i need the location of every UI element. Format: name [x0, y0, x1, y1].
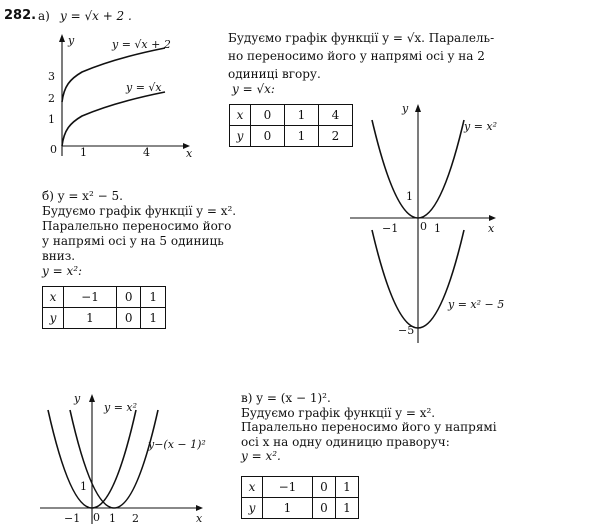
text-line: Паралельно переносимо його у напрямі — [241, 420, 497, 434]
x-axis-label: x — [196, 512, 203, 525]
text-line: но переносимо його у напрямі осі y на 2 — [228, 49, 485, 63]
curve-label-bottom: y = x² − 5 — [448, 298, 505, 311]
table-cell: y — [43, 308, 64, 329]
table-cell: 0 — [251, 105, 285, 126]
text-line: Паралельно переносимо його — [42, 219, 232, 233]
table-cell: 1 — [285, 105, 319, 126]
origin-label: 0 — [50, 143, 57, 156]
table-cell: 0 — [251, 126, 285, 147]
part-a-formula: y = √x + 2 . — [60, 9, 132, 23]
table-b-caption: y = x²: — [42, 264, 83, 278]
problem-number: 282. — [4, 8, 37, 23]
values-table-c — [241, 476, 359, 519]
table-cell: 0 — [117, 287, 141, 308]
tick-y-1: 1 — [48, 113, 55, 126]
part-a-marker: а) — [38, 9, 50, 23]
table-cell: y — [230, 126, 251, 147]
curve-label-bottom: y = √x — [126, 81, 162, 94]
table-row — [43, 308, 166, 329]
table-cell: 2 — [319, 126, 353, 147]
table-row — [242, 498, 359, 519]
x-axis-label: x — [186, 147, 193, 160]
table-cell: 1 — [64, 308, 117, 329]
table-cell: 0 — [312, 498, 335, 519]
tick-y-1: 1 — [80, 480, 87, 493]
part-c-heading: в) y = (x − 1)². — [241, 391, 331, 405]
curve-sqrt — [62, 92, 165, 146]
text-line: Будуємо графік функції y = x². — [241, 405, 436, 420]
table-cell: 0 — [117, 308, 141, 329]
tick-x-1: 1 — [109, 512, 116, 525]
part-a-description — [228, 29, 494, 83]
graph-b — [348, 98, 548, 348]
text-line: одиниці вгору. — [228, 67, 321, 81]
table-row — [230, 105, 353, 126]
curve-label-top: y = x² — [104, 401, 138, 414]
x-axis-arrow — [196, 505, 203, 511]
table-a-caption: y = √x: — [232, 82, 275, 96]
table-cell: 1 — [285, 126, 319, 147]
table-cell: x — [242, 477, 263, 498]
y-axis-arrow — [415, 104, 421, 112]
tick-x-2: 2 — [132, 512, 139, 525]
table-cell: 1 — [335, 477, 358, 498]
curve-label-top: y = √x + 2 — [112, 38, 171, 51]
graph-c — [20, 388, 230, 528]
tick-x-minus-1: −1 — [64, 512, 81, 525]
tick-y-1: 1 — [406, 190, 413, 203]
table-cell: y — [242, 498, 263, 519]
origin-label: 0 — [420, 220, 427, 233]
values-table-a — [229, 104, 353, 147]
tick-y-minus-5: −5 — [398, 324, 415, 337]
y-axis-label: y — [402, 102, 409, 115]
part-b-description — [42, 189, 236, 279]
part-b-heading: б) y = x² − 5. — [42, 189, 123, 203]
x-axis-label: x — [488, 222, 495, 235]
text-line: осі x на одну одиницю праворуч: — [241, 434, 450, 449]
values-table-b — [42, 286, 166, 329]
y-axis-arrow — [89, 394, 95, 402]
tick-y-3: 3 — [48, 70, 55, 83]
curve-label-top: y = x² — [464, 120, 498, 133]
graph-a — [40, 28, 220, 168]
table-cell: x — [43, 287, 64, 308]
table-row — [43, 287, 166, 308]
y-axis-label: y — [68, 34, 75, 47]
table-row — [242, 477, 359, 498]
table-cell: −1 — [263, 477, 313, 498]
table-cell: 4 — [319, 105, 353, 126]
curve-label-right: y−(x − 1)² — [148, 438, 206, 451]
table-cell: 1 — [263, 498, 313, 519]
table-cell: x — [230, 105, 251, 126]
tick-x-1: 1 — [80, 146, 87, 159]
y-axis-arrow — [59, 34, 65, 42]
tick-x-minus-1: −1 — [382, 222, 399, 235]
part-c-description — [241, 391, 497, 464]
text-line: вниз. — [42, 249, 76, 263]
text-line: Будуємо графік функції y = √x. Паралель- — [228, 31, 495, 45]
text-line: Будуємо графік функції y = x². — [42, 204, 237, 218]
table-cell: −1 — [64, 287, 117, 308]
table-cell: 1 — [141, 287, 166, 308]
origin-label: 0 — [93, 511, 100, 524]
tick-y-2: 2 — [48, 92, 55, 105]
tick-x-1: 1 — [434, 222, 441, 235]
table-row — [230, 126, 353, 147]
text-line: у напрямі осі y на 5 одиниць — [42, 234, 224, 248]
table-cell: 0 — [312, 477, 335, 498]
y-axis-label: y — [74, 392, 81, 405]
table-cell: 1 — [141, 308, 166, 329]
tick-x-4: 4 — [143, 146, 150, 159]
curve-x-minus-1-squared — [70, 410, 158, 508]
x-axis-arrow — [489, 215, 496, 221]
table-cell: 1 — [335, 498, 358, 519]
table-c-caption: y = x². — [241, 449, 281, 463]
